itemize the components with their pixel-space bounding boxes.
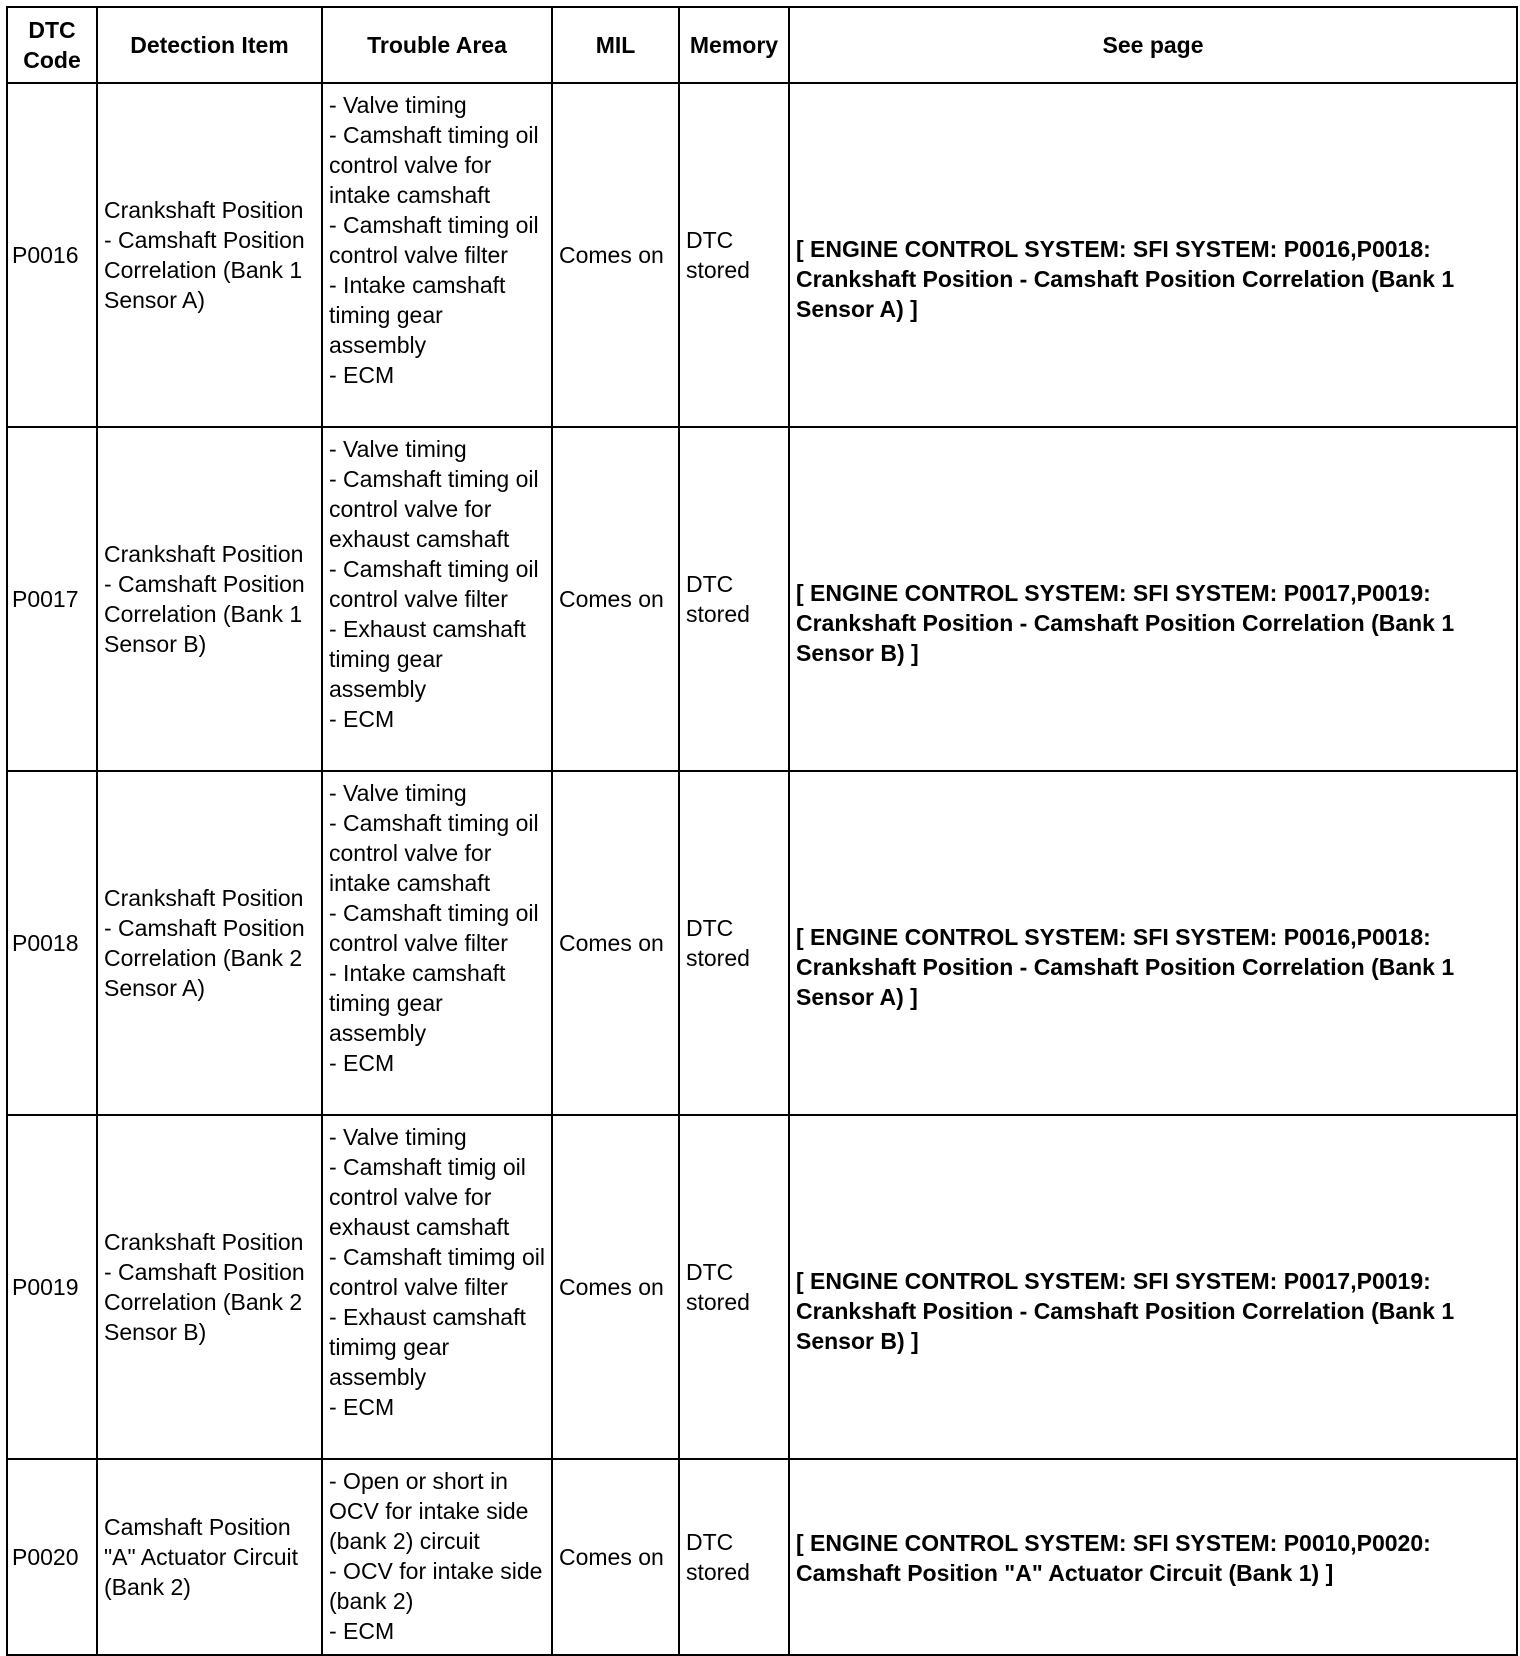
memory-cell: DTC stored [679, 1115, 789, 1459]
trouble-area-item: - OCV for intake side (bank 2) [329, 1558, 543, 1614]
mil-cell: Comes on [552, 83, 679, 427]
trouble-area-item: - ECM [329, 706, 395, 732]
header-row [7, 7, 1517, 83]
trouble-area-item: - Camshaft timing oil control valve filter [329, 556, 539, 612]
detection-item-cell: Camshaft Position "A" Actuator Circuit (Bank 2) [97, 1459, 322, 1655]
table-row [7, 83, 1517, 427]
dtc-table [6, 6, 1518, 1656]
trouble-area-item: - Exhaust camshaft timimg gear assembly [329, 1304, 526, 1390]
trouble-area-cell [322, 83, 552, 427]
trouble-area-item: - Camshaft timing oil control valve filter [329, 212, 539, 268]
trouble-area-item: - Open or short in OCV for intake side (bank 2) circuit [329, 1468, 529, 1554]
dtc-code-cell: P0016 [7, 83, 97, 427]
trouble-area-item: - Camshaft timing oil control valve for intake camshaft [329, 810, 539, 896]
trouble-area-item: - ECM [329, 1618, 395, 1644]
header-memory: Memory [679, 7, 789, 83]
trouble-area-cell [322, 427, 552, 771]
detection-item-cell: Crankshaft Position - Camshaft Position Correlation (Bank 2 Sensor B) [97, 1115, 322, 1459]
table-row [7, 427, 1517, 771]
detection-item-cell: Crankshaft Position - Camshaft Position Correlation (Bank 1 Sensor B) [97, 427, 322, 771]
dtc-code-cell: P0019 [7, 1115, 97, 1459]
trouble-area-item: - Camshaft timimg oil control valve filter [329, 1244, 545, 1300]
memory-cell: DTC stored [679, 1459, 789, 1655]
trouble-area-cell [322, 771, 552, 1115]
trouble-area-item: - Intake camshaft timing gear assembly [329, 272, 506, 358]
table-row [7, 771, 1517, 1115]
trouble-area-item: - Valve timing [329, 436, 467, 462]
trouble-area-item: - Valve timing [329, 780, 467, 806]
mil-cell: Comes on [552, 427, 679, 771]
trouble-area-cell [322, 1115, 552, 1459]
detection-item-cell: Crankshaft Position - Camshaft Position Correlation (Bank 1 Sensor A) [97, 83, 322, 427]
trouble-area-item: - ECM [329, 362, 395, 388]
trouble-area-item: - Camshaft timing oil control valve filter [329, 900, 539, 956]
dtc-code-cell: P0020 [7, 1459, 97, 1655]
mil-cell: Comes on [552, 1115, 679, 1459]
dtc-table-container [6, 6, 1518, 1656]
memory-cell: DTC stored [679, 427, 789, 771]
see-page-link[interactable]: [ ENGINE CONTROL SYSTEM: SFI SYSTEM: P0017,P0019: Crankshaft Position - Camshaft Position Correlation (Bank 1 Sensor B) ] [789, 427, 1517, 771]
memory-cell: DTC stored [679, 83, 789, 427]
memory-cell: DTC stored [679, 771, 789, 1115]
header-see-page: See page [789, 7, 1517, 83]
trouble-area-cell [322, 1459, 552, 1655]
table-row [7, 1459, 1517, 1655]
see-page-link[interactable]: [ ENGINE CONTROL SYSTEM: SFI SYSTEM: P0010,P0020: Camshaft Position "A" Actuator Circuit (Bank 1) ] [789, 1459, 1517, 1655]
trouble-area-item: - Camshaft timing oil control valve for intake camshaft [329, 122, 539, 208]
trouble-area-item: - Exhaust camshaft timing gear assembly [329, 616, 526, 702]
table-row [7, 1115, 1517, 1459]
trouble-area-item: - Camshaft timing oil control valve for exhaust camshaft [329, 466, 539, 552]
mil-cell: Comes on [552, 771, 679, 1115]
trouble-area-item: - Valve timing [329, 1124, 467, 1150]
trouble-area-item: - ECM [329, 1050, 395, 1076]
header-dtc-code: DTC Code [7, 7, 97, 83]
header-trouble-area: Trouble Area [322, 7, 552, 83]
see-page-link[interactable]: [ ENGINE CONTROL SYSTEM: SFI SYSTEM: P0016,P0018: Crankshaft Position - Camshaft Position Correlation (Bank 1 Sensor A) ] [789, 83, 1517, 427]
dtc-code-cell: P0017 [7, 427, 97, 771]
header-detection-item: Detection Item [97, 7, 322, 83]
header-mil: MIL [552, 7, 679, 83]
trouble-area-item: - ECM [329, 1394, 395, 1420]
see-page-link[interactable]: [ ENGINE CONTROL SYSTEM: SFI SYSTEM: P0016,P0018: Crankshaft Position - Camshaft Position Correlation (Bank 1 Sensor A) ] [789, 771, 1517, 1115]
trouble-area-item: - Valve timing [329, 92, 467, 118]
see-page-link[interactable]: [ ENGINE CONTROL SYSTEM: SFI SYSTEM: P0017,P0019: Crankshaft Position - Camshaft Position Correlation (Bank 1 Sensor B) ] [789, 1115, 1517, 1459]
detection-item-cell: Crankshaft Position - Camshaft Position Correlation (Bank 2 Sensor A) [97, 771, 322, 1115]
mil-cell: Comes on [552, 1459, 679, 1655]
trouble-area-item: - Intake camshaft timing gear assembly [329, 960, 506, 1046]
trouble-area-item: - Camshaft timig oil control valve for exhaust camshaft [329, 1154, 526, 1240]
dtc-code-cell: P0018 [7, 771, 97, 1115]
